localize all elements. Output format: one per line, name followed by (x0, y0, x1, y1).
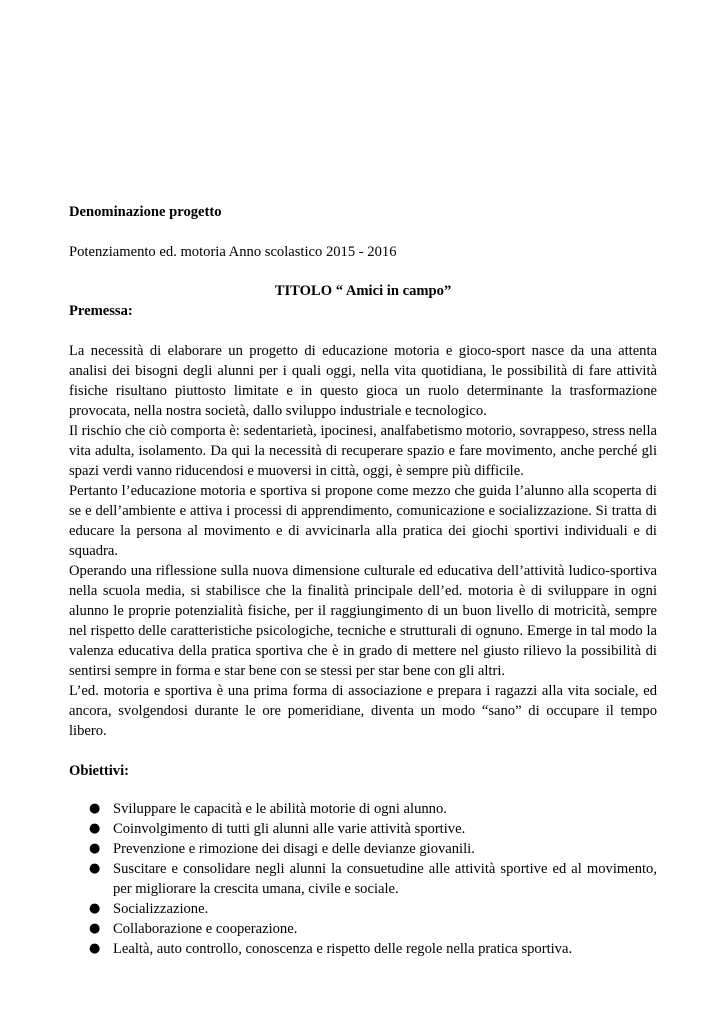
spacer (69, 741, 657, 761)
objective-text: Prevenzione e rimozione dei disagi e delle devianze giovanili. (113, 841, 475, 857)
objective-text: Sviluppare le capacità e le abilità motorie di ogni alunno. (113, 801, 447, 817)
bullet-icon: ● (89, 861, 101, 876)
document-page (69, 202, 657, 959)
bullet-icon: ● (89, 841, 101, 856)
objective-text: Suscitare e consolidare negli alunni la consuetudine alle attività sportive ed al movimento, per migliorare la crescita umana, civile e sociale. (113, 861, 657, 897)
premise-paragraph-1: La necessità di elaborare un progetto di educazione motoria e gioco-sport nasce da una attenta analisi dei bisogni degli alunni per i quali oggi, nella vita quotidiana, le possibilità di fare attività fisiche risultano piuttosto limitate e in questo gioca un ruolo determinante la trasformazione provocata, nella nostra società, dallo sviluppo industriale e tecnologico. (69, 343, 657, 419)
list-item (69, 859, 657, 899)
bullet-icon: ● (89, 921, 101, 936)
premise-paragraph-3: Pertanto l’educazione motoria e sportiva si propone come mezzo che guida l’alunno alla scoperta di se e dell’ambiente e attiva i processi di apprendimento, comunicazione e socializzazione. Si tratta di educare la persona al movimento e di avvicinarla alla pratica dei giochi sportivi individuali e di squadra. (69, 483, 657, 559)
list-item (69, 839, 657, 859)
bullet-icon: ● (89, 821, 101, 836)
project-line: Potenziamento ed. motoria Anno scolastico 2015 - 2016 (69, 244, 397, 260)
premise-heading: Premessa: (69, 303, 133, 319)
objectives-heading: Obiettivi: (69, 763, 129, 779)
objectives-list (69, 799, 657, 959)
list-item (69, 899, 657, 919)
section-name-heading: Denominazione progetto (69, 204, 222, 220)
spacer (69, 321, 657, 341)
list-item (69, 819, 657, 839)
objective-text: Collaborazione e cooperazione. (113, 921, 298, 937)
document-title: TITOLO “ Amici in campo” (274, 283, 452, 299)
spacer (69, 262, 657, 281)
list-item (69, 919, 657, 939)
spacer (69, 781, 657, 799)
list-item (69, 939, 657, 959)
bullet-icon: ● (89, 941, 101, 956)
objective-text: Lealtà, auto controllo, conoscenza e rispetto delle regole nella pratica sportiva. (113, 941, 573, 957)
premise-paragraph-4: Operando una riflessione sulla nuova dimensione culturale ed educativa dell’attività ludico-sportiva nella scuola media, si stabilisce che la finalità principale dell’ed. motoria è di sviluppare in ogni alunno le proprie potenzialità fisiche, per il raggiungimento di un buon livello di motricità, sempre nel rispetto delle caratteristiche psicologiche, tecniche e strutturali di ognuno. Emerge in tal modo la valenza educativa della pratica sportiva che è in grado di mettere nel giusto rilievo la possibilità di sentirsi sempre in forma e star bene con se stessi per star bene con gli altri. (69, 563, 657, 679)
objective-text: Coinvolgimento di tutti gli alunni alle varie attività sportive. (113, 821, 466, 837)
objective-text: Socializzazione. (113, 901, 209, 917)
list-item (69, 799, 657, 819)
spacer (69, 222, 657, 242)
bullet-icon: ● (89, 801, 101, 816)
premise-paragraph-2: Il rischio che ciò comporta è: sedentarietà, ipocinesi, analfabetismo motorio, sovrappeso, stress nella vita adulta, isolamento. Da qui la necessità di recuperare spazio e fare movimento, anche perché gli spazi verdi vanno riducendosi e muoversi in città, oggi, è sempre più difficile. (69, 423, 657, 479)
premise-paragraph-5: L’ed. motoria e sportiva è una prima forma di associazione e prepara i ragazzi alla vita sociale, ed ancora, svolgendosi durante le ore pomeridiane, diventa un modo “sano” di occupare il tempo libero. (69, 683, 657, 739)
bullet-icon: ● (89, 901, 101, 916)
